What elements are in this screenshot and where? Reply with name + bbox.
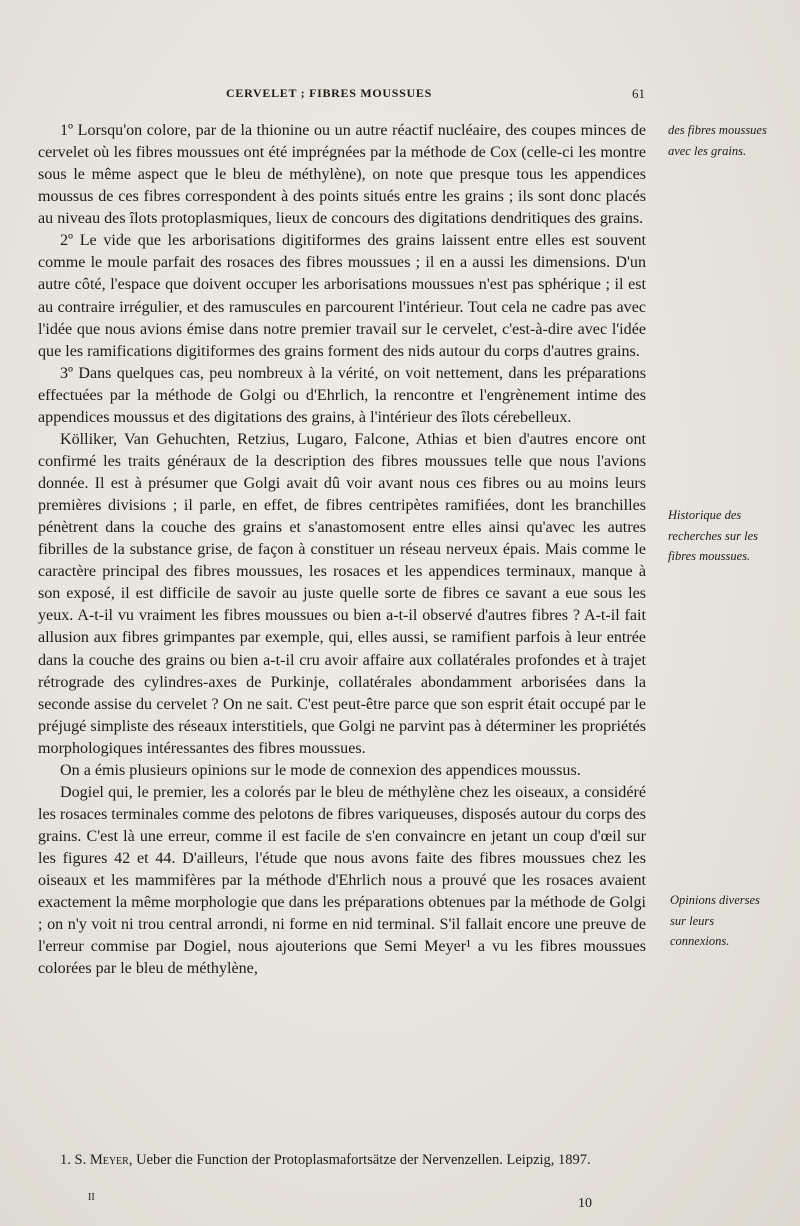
paragraph-6: Dogiel qui, le premier, les a colorés par le bleu de méthylène chez les oiseaux, a considéré les rosaces terminales comme des pelotons de fibres variqueuses, disposés autour du corps des grains. C'est là une erreur, comme il est facile de s'en convaincre en jetant un coup d'œil sur les figures 42 et 44. D'ailleurs, l'étude que nous avons faite des fibres moussues chez les oiseaux et les mammifères par la méthode d'Ehrlich nous a prouvé que les rosaces avaient exactement la même morphologie que dans les préparations obtenues par la méthode de Golgi ; on n'y voit ni trou central arrondi, ni forme en nid terminal. S'il fallait encore une preuve de l'erreur commise par Dogiel, nous ajouterions que Semi Meyer¹ a vu les fibres moussues colorées par le bleu de méthylène, (38, 783, 646, 978)
footnote (38, 1152, 646, 1169)
paragraph-5: On a émis plusieurs opinions sur le mode de connexion des appendices moussus. (60, 761, 581, 779)
page-header (40, 86, 645, 106)
running-head: CERVELET ; FIBRES MOUSSUES (226, 86, 432, 100)
margin-note-connexions-grains: des fibres moussues avec les grains. (668, 123, 767, 158)
footnote-author: S. Meyer, (74, 1152, 133, 1168)
paragraph-4: Kölliker, Van Gehuchten, Retzius, Lugaro, Falcone, Athias et bien d'autres encore ont confirmé les traits généraux de la description des fibres moussues telle que nous l'avions donnée. Il est à présumer que Golgi avait dû voir avant nous ces fibres ou au moins leurs premières divisions ; il parle, en effet, de fibres centripètes ramifiées, dont les branchilles pénètrent dans la couche des grains et s'anastomosent entre elles ainsi qu'avec les autres fibrilles de la substance grise, de façon à constituer un réseau nerveux épais. Mais comme le caractère principal des fibres moussues, les rosaces et les appendices terminaux, manque à son exposé, il est difficile de savoir au juste quelle sorte de fibres ce savant a eue sous les yeux. A-t-il vu vraiment les fibres moussues ou bien a-t-il observé d'autres fibres ? A-t-il fait allusion aux fibres grimpantes par exemple, qui, elles aussi, se ramifient parfois à leur entrée dans la couche des grains ou bien a-t-il cru avoir affaire aux collatérales profondes et à trajet rétrograde des cylindres-axes de Purkinje, collatérales abondamment arborisées dans la seconde assise du cervelet ? On ne sait. C'est peut-être parce que son esprit était occupé par le préjugé simpliste des réseaux interstitiels, que Golgi ne parvint pas à déterminer les propriétés morphologiques intéressantes des fibres moussues. (38, 430, 646, 757)
sheet-number: 10 (578, 1196, 592, 1211)
margin-note-historique: Historique des recherches sur les fibres moussues. (668, 508, 759, 563)
paragraph-2: 2º Le vide que les arborisations digitiformes des grains laissent entre elles est souvent comme le moule parfait des rosaces des fibres moussues ; il en a aussi les dimensions. D'un autre côté, l'espace que doivent occuper les arborisations moussues n'est pas sphérique ; il est au contraire irrégulier, et des ramuscules en parcourent l'intérieur. Tout cela ne cadre pas avec l'idée que nous avions émise dans notre premier travail sur le cervelet, c'est-à-dire avec l'idée que les ramifications digitiformes des grains forment des nids autour du corps d'autres grains. (38, 232, 646, 360)
main-text (38, 120, 646, 980)
paragraph-3: 3º Dans quelques cas, peu nombreux à la vérité, on voit nettement, dans les préparations effectuées par la méthode de Golgi ou d'Ehrlich, la rencontre et l'engrènement intime des appendices moussus et des digitations des grains, à l'intérieur des îlots cérebelleux. (38, 364, 646, 426)
paragraph-1: 1º Lorsqu'on colore, par de la thionine ou un autre réactif nucléaire, des coupes minces de cervelet où les fibres moussues ont été imprégnées par la méthode de Cox (celle-ci les montre sous le même aspect que le bleu de méthylène), on note que presque tous les appendices moussus de ces fibres correspondent à des points situés entre les grains ; ils sont donc placés au niveau des îlots protoplasmiques, lieux de concours des digitations dendritiques des grains. (38, 122, 646, 228)
footnote-text: Ueber die Function der Protoplasmafortsätze der Nervenzellen. Leipzig, 1897. (136, 1152, 591, 1168)
signature-mark: II (88, 1192, 95, 1203)
footnote-marker: 1. (60, 1152, 71, 1168)
margin-note-opinions: Opinions diverses sur leurs connexions. (670, 893, 760, 948)
page-number: 61 (632, 86, 645, 101)
